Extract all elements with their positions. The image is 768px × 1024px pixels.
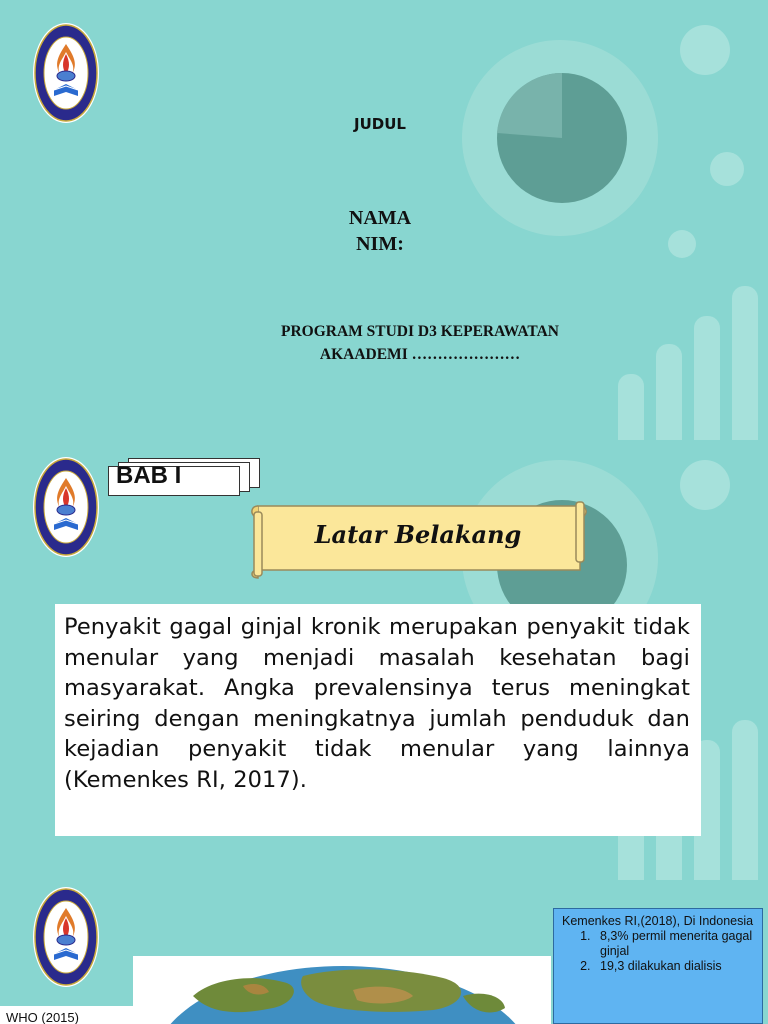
statistics-box — [553, 908, 763, 1024]
college-emblem-icon — [32, 456, 100, 558]
decor-dot — [680, 460, 730, 510]
decor-bar — [732, 720, 758, 880]
globe-icon — [133, 956, 551, 1024]
title-slide — [0, 0, 768, 440]
section-title: Latar Belakang — [314, 519, 522, 549]
decor-pie-slice — [497, 73, 627, 203]
decor-dot — [680, 25, 730, 75]
college-emblem-icon — [32, 886, 100, 988]
source-caption: WHO (2015) — [6, 1010, 79, 1024]
program-line-2: AKAADEMI ………………… — [319, 346, 521, 363]
program-line-1: PROGRAM STUDI D3 KEPERAWATAN — [280, 323, 559, 340]
decor-dot — [710, 152, 744, 186]
name-label: NAMA — [348, 207, 412, 229]
slide-title: JUDUL — [354, 115, 406, 133]
college-emblem-icon — [32, 22, 100, 124]
nim-label: NIM: — [356, 233, 404, 255]
background-paragraph: Penyakit gagal ginjal kronik merupakan penyakit tidak menular yang menjadi masalah kesehatan bagi masyarakat. Angka prevalensinya terus meningkat seiring dengan meningkatnya jumlah penduduk dan kejadian penyakit tidak menular yang lainnya (Kemenkes RI, 2017). — [64, 614, 690, 793]
program-info — [40, 320, 768, 366]
world-map-image — [133, 956, 551, 1024]
statistics-list — [562, 929, 754, 974]
student-identity — [0, 205, 760, 257]
list-item: 2. 19,3 dilakukan dialisis — [594, 959, 754, 974]
data-slide — [0, 880, 768, 1024]
decor-bar — [618, 374, 644, 440]
statistics-heading: Kemenkes RI,(2018), Di Indonesia — [562, 914, 754, 928]
content-slide — [0, 440, 768, 880]
chapter-label: BAB I — [116, 462, 182, 489]
list-item: 1. 8,3% permil menerita gagal ginjal — [594, 929, 754, 959]
